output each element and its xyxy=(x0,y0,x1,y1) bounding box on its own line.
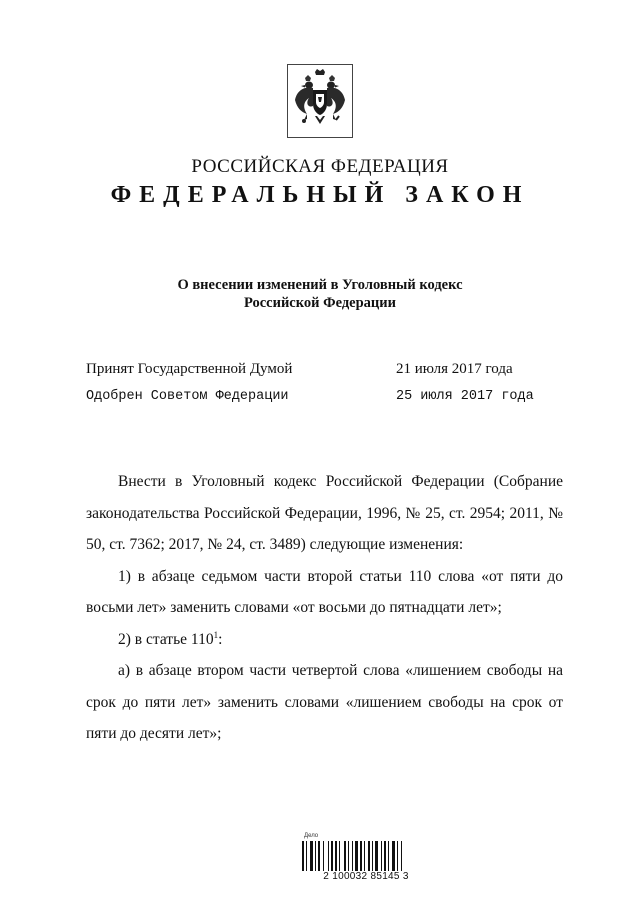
law-title-line1: О внесении изменений в Уголовный кодекс xyxy=(177,277,463,293)
barcode-bar xyxy=(352,841,353,871)
intro-paragraph: Внести в Уголовный кодекс Российской Федерации (Собрание законодательства Российской Федерации, 1996, № 25, ст. 2954; 2011, № 50, ст. 7362; 2017, № 24, ст. 3489) следующие изменения: xyxy=(86,473,563,553)
barcode-tag: Дело xyxy=(304,833,319,839)
barcode-bar xyxy=(381,841,382,871)
country-name: РОССИЙСКАЯ ФЕДЕРАЦИЯ xyxy=(191,156,449,177)
barcode-bar xyxy=(355,841,358,871)
item-1-paragraph: 1) в абзаце седьмом части второй статьи 110 слова «от пяти до восьми лет» заменить словами «от восьми до пятнадцати лет»; xyxy=(86,567,563,616)
document-barcode xyxy=(296,833,436,883)
barcode-bar xyxy=(310,841,313,871)
barcode-bar xyxy=(372,841,373,871)
duma-adoption-label: Принят Государственной Думой xyxy=(86,361,293,377)
barcode-bar xyxy=(401,841,402,871)
item-2-prefix: 2) в статье 110 xyxy=(118,630,214,648)
coat-of-arms-emblem xyxy=(287,64,353,138)
council-approval-label: Одобрен Советом Федерации xyxy=(86,389,289,404)
barcode-icon xyxy=(302,841,430,871)
barcode-bar xyxy=(331,841,333,871)
law-title-line2: Российской Федерации xyxy=(243,295,396,311)
item-2-suffix: : xyxy=(218,630,223,648)
barcode-bar xyxy=(335,841,337,871)
barcode-bar xyxy=(302,841,304,871)
barcode-bar xyxy=(360,841,362,871)
law-body xyxy=(86,466,563,750)
barcode-bar xyxy=(344,841,346,871)
item-2-superscript: 1 xyxy=(213,629,219,640)
barcode-bar xyxy=(392,841,395,871)
barcode-bar xyxy=(306,841,307,871)
barcode-bar xyxy=(375,841,378,871)
barcode-bar xyxy=(388,841,389,871)
barcode-number: 2 100032 85145 3 xyxy=(323,871,409,882)
barcode-bar xyxy=(323,841,324,871)
barcode-bar xyxy=(328,841,329,871)
item-2a-paragraph: а) в абзаце втором части четвертой слова «лишением свободы на срок до пяти лет» заменить словами «лишением свободы на срок от пяти до десяти лет»; xyxy=(86,662,563,742)
barcode-bar xyxy=(348,841,349,871)
barcode-bar xyxy=(397,841,398,871)
law-title xyxy=(0,276,640,312)
law-type-heading: ФЕДЕРАЛЬНЫЙ ЗАКОН xyxy=(110,182,530,208)
barcode-bar xyxy=(318,841,320,871)
barcode-bar xyxy=(339,841,340,871)
duma-adoption-date: 21 июля 2017 года xyxy=(396,361,513,377)
russian-coat-of-arms-icon xyxy=(287,64,353,138)
barcode-bar xyxy=(315,841,316,871)
item-2-paragraph xyxy=(86,624,563,656)
barcode-bar xyxy=(364,841,365,871)
barcode-bar xyxy=(384,841,386,871)
council-approval-date: 25 июля 2017 года xyxy=(396,389,534,404)
barcode-bar xyxy=(368,841,370,871)
